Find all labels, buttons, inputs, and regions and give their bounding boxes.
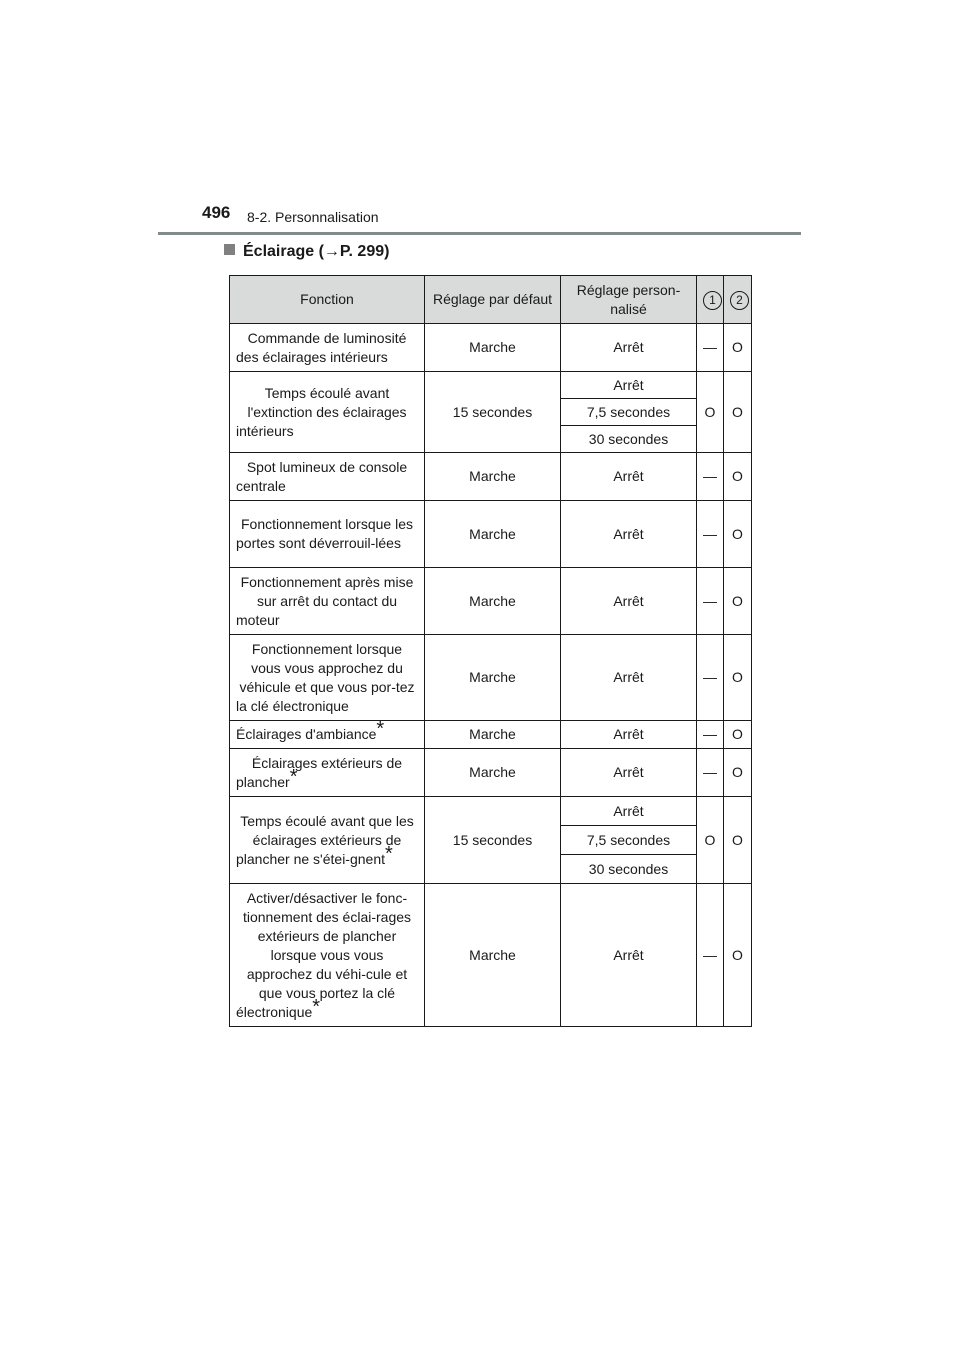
square-bullet-icon bbox=[224, 244, 235, 255]
custom-cell: Arrêt bbox=[561, 453, 697, 501]
default-cell: Marche bbox=[425, 453, 561, 501]
col2-cell: O bbox=[724, 453, 752, 501]
default-cell: Marche bbox=[425, 501, 561, 568]
custom-option-cell: 7,5 secondes bbox=[561, 399, 697, 426]
function-text: Activer/désactiver le fonc-tionnement des éclai-rages extérieurs de plancher lorsque vous vous approchez du véhi-cule et que vous portez la clé électronique bbox=[236, 889, 412, 1020]
circled-2-icon: 2 bbox=[730, 291, 749, 310]
default-cell: Marche bbox=[425, 884, 561, 1027]
function-cell: Temps écoulé avant l'extinction des éclairages intérieurs bbox=[230, 372, 425, 453]
table-row bbox=[230, 797, 752, 826]
table-row bbox=[230, 721, 752, 749]
col1-cell: — bbox=[697, 453, 724, 501]
function-cell: Fonctionnement lorsque vous vous approchez du véhicule et que vous por-tez la clé électronique bbox=[230, 635, 425, 721]
col2-cell: O bbox=[724, 372, 752, 453]
function-cell: Fonctionnement après mise sur arrêt du contact du moteur bbox=[230, 568, 425, 635]
function-text: Temps écoulé avant que les éclairages extérieurs de plancher ne s'étei-gnent bbox=[236, 812, 414, 867]
custom-cell: Arrêt bbox=[561, 324, 697, 372]
col2-cell: O bbox=[724, 501, 752, 568]
function-cell bbox=[230, 884, 425, 1027]
page-number: 496 bbox=[202, 203, 231, 222]
col2-cell: O bbox=[724, 797, 752, 884]
function-cell: Commande de luminosité des éclairages intérieurs bbox=[230, 324, 425, 372]
header-function: Fonction bbox=[230, 276, 425, 324]
col1-cell: O bbox=[697, 797, 724, 884]
default-cell: 15 secondes bbox=[425, 372, 561, 453]
col1-cell: — bbox=[697, 324, 724, 372]
header-divider bbox=[158, 232, 801, 235]
settings-table bbox=[229, 275, 752, 1027]
subheading bbox=[224, 243, 389, 261]
col1-cell: — bbox=[697, 884, 724, 1027]
table-row bbox=[230, 453, 752, 501]
custom-option-cell: 7,5 secondes bbox=[561, 826, 697, 855]
footnote-asterisk: * bbox=[385, 842, 393, 865]
table-row bbox=[230, 501, 752, 568]
default-cell: Marche bbox=[425, 568, 561, 635]
function-cell: Spot lumineux de console centrale bbox=[230, 453, 425, 501]
default-cell: 15 secondes bbox=[425, 797, 561, 884]
custom-option-cell: Arrêt bbox=[561, 797, 697, 826]
table-header-row bbox=[230, 276, 752, 324]
default-cell: Marche bbox=[425, 635, 561, 721]
table-row bbox=[230, 749, 752, 797]
default-cell: Marche bbox=[425, 324, 561, 372]
custom-cell: Arrêt bbox=[561, 501, 697, 568]
default-cell: Marche bbox=[425, 721, 561, 749]
section-title: 8-2. Personnalisation bbox=[247, 209, 379, 225]
default-cell: Marche bbox=[425, 749, 561, 797]
col2-cell: O bbox=[724, 568, 752, 635]
table-row bbox=[230, 372, 752, 399]
custom-option-cell: 30 secondes bbox=[561, 855, 697, 884]
footnote-asterisk: * bbox=[289, 765, 298, 788]
col1-cell: — bbox=[697, 721, 724, 749]
col1-cell: — bbox=[697, 568, 724, 635]
header-col2 bbox=[724, 276, 752, 324]
header-default: Réglage par défaut bbox=[425, 276, 561, 324]
header-custom: Réglage person-nalisé bbox=[561, 276, 697, 324]
header-col1 bbox=[697, 276, 724, 324]
table-row bbox=[230, 324, 752, 372]
function-text: Éclairages d'ambiance bbox=[236, 726, 377, 742]
table-row bbox=[230, 635, 752, 721]
custom-cell: Arrêt bbox=[561, 721, 697, 749]
circled-1-icon: 1 bbox=[703, 291, 722, 310]
subheading-text: Éclairage (→P. 299) bbox=[243, 243, 390, 260]
function-cell bbox=[230, 797, 425, 884]
custom-cell: Arrêt bbox=[561, 568, 697, 635]
col1-cell: — bbox=[697, 501, 724, 568]
custom-option-cell: 30 secondes bbox=[561, 426, 697, 453]
custom-cell: Arrêt bbox=[561, 749, 697, 797]
function-cell bbox=[230, 749, 425, 797]
custom-option-cell: Arrêt bbox=[561, 372, 697, 399]
table-row bbox=[230, 884, 752, 1027]
function-text: Éclairages extérieurs de plancher bbox=[236, 754, 403, 790]
col1-cell: — bbox=[697, 635, 724, 721]
footnote-asterisk: * bbox=[312, 995, 321, 1018]
col1-cell: O bbox=[697, 372, 724, 453]
custom-cell: Arrêt bbox=[561, 635, 697, 721]
col2-cell: O bbox=[724, 749, 752, 797]
custom-cell: Arrêt bbox=[561, 884, 697, 1027]
function-cell bbox=[230, 718, 425, 749]
footnote-asterisk: * bbox=[376, 718, 385, 740]
col2-cell: O bbox=[724, 721, 752, 749]
col2-cell: O bbox=[724, 884, 752, 1027]
col2-cell: O bbox=[724, 635, 752, 721]
col2-cell: O bbox=[724, 324, 752, 372]
table-row bbox=[230, 568, 752, 635]
col1-cell: — bbox=[697, 749, 724, 797]
function-cell: Fonctionnement lorsque les portes sont déverrouil-lées bbox=[230, 501, 425, 568]
